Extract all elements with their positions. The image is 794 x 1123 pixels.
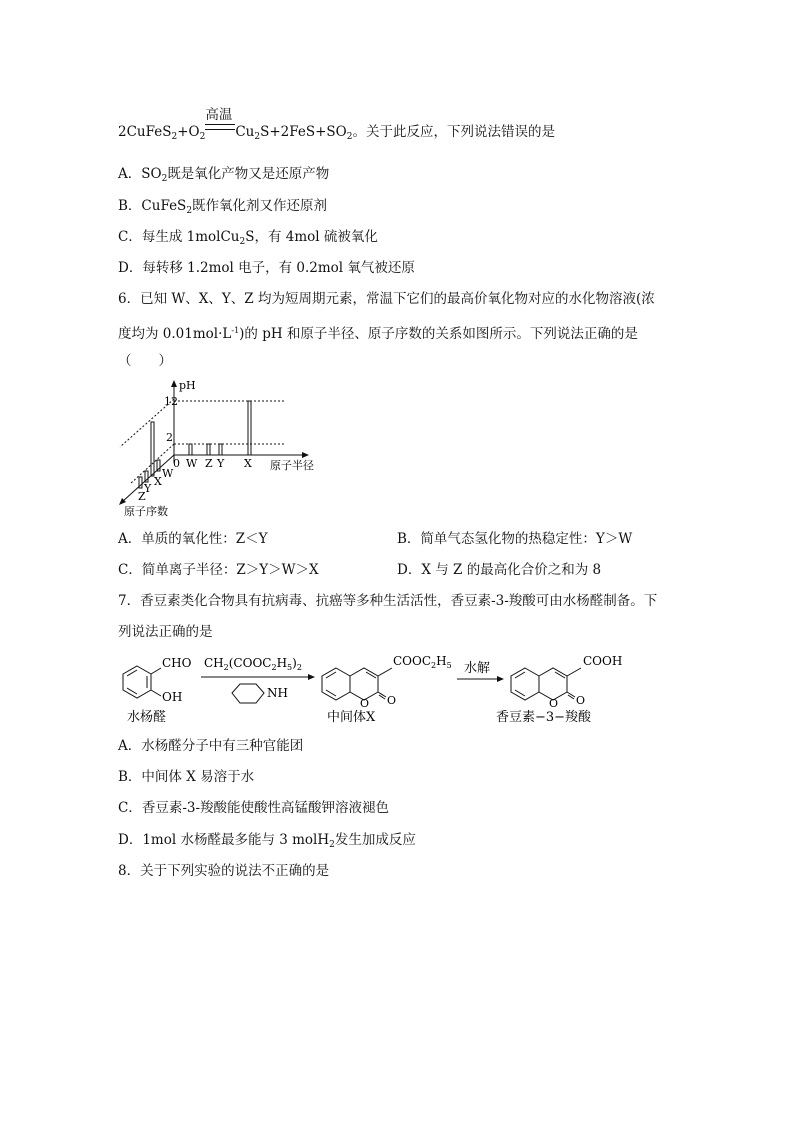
origin-label: 0: [173, 457, 180, 470]
oh-group: OH: [162, 690, 183, 704]
q5-option-a: A．$SO_2$既是氧化产物又是还原产物: [118, 166, 330, 184]
x-marker-x: X: [244, 457, 252, 470]
reaction-equation: $2CuFeS_2+O_2$ 高温 $Cu_2S+2FeS+SO_2$。关于此反应，下列说法错误的是: [118, 107, 555, 142]
q6-answer-blank: （ ）: [118, 353, 172, 369]
q6-option-a: A．单质的氧化性：Z＜Y: [118, 531, 268, 547]
x-axis-arrow: [302, 452, 309, 458]
q7-stem-line1: 7．香豆素类化合物具有抗病毒、抗癌等多种生活活性，香豆素-3-羧酸可由水杨醛制备。下: [118, 593, 658, 609]
q6-option-b: B．简单气态氢化物的热稳定性：Y＞W: [397, 531, 633, 547]
cho-group: CHO: [162, 656, 192, 670]
q5-option-b: B．CuFeS$_2$既作氧化剂又作还原剂: [118, 198, 328, 216]
x-marker-y: Y: [217, 457, 225, 470]
q7-reaction-scheme: [115, 648, 645, 730]
q5-option-d: D．每转移 1.2mol 电子，有 0.2mol 氧气被还原: [118, 260, 415, 276]
arrow-step2: [497, 676, 504, 682]
bar-z-x: [151, 422, 154, 476]
piperidine-ring: [232, 684, 264, 703]
product-structure: [511, 668, 581, 700]
q7-option-c: C．香豆素-3-羧酸能使酸性高锰酸钾溶液褪色: [118, 800, 390, 816]
y-tick-2: 2: [166, 431, 173, 444]
x-marker-z: Z: [205, 457, 213, 470]
z-marker-y: Y: [144, 482, 152, 495]
x-axis-label: 原子半径: [270, 459, 314, 472]
q6-stem-line2: 度均为 $0.01mol\cdot L^{-1}$)的 pH 和原子半径、原子序数的关系如图所示。下列说法正确的是: [118, 326, 638, 342]
x-marker-w: W: [186, 457, 198, 470]
z-marker-x: X: [154, 475, 162, 488]
q7-option-b: B．中间体 X 易溶于水: [118, 769, 255, 785]
ring-oxygen-prod: O: [549, 697, 559, 710]
q6-figure: [112, 376, 342, 518]
q5-option-c: C．每生成 1molCu$_2$S，有 4mol 硫被氧化: [118, 229, 378, 247]
carbonyl-oxygen-prod: O: [576, 694, 586, 707]
arrow-step1: [308, 674, 315, 680]
bar-x-w: [189, 444, 192, 455]
q6-option-c: C．简单离子半径：Z＞Y＞W＞X: [118, 562, 319, 578]
bar-x-x: [248, 401, 251, 455]
hydrolysis-label: 水解: [464, 661, 491, 676]
q6-option-d: D．X 与 Z 的最高化合价之和为 8: [397, 562, 602, 578]
ring-oxygen-int: O: [360, 697, 370, 710]
intermediate-name: 中间体X: [327, 710, 376, 725]
z-marker-z: Z: [138, 490, 146, 503]
q7-option-a: A．水杨醛分子中有三种官能团: [118, 738, 304, 754]
bar-x-z: [207, 444, 210, 455]
product-name: 香豆素−3−羧酸: [496, 710, 592, 725]
q7-stem-line2: 列说法正确的是: [118, 624, 213, 640]
y-tick-12: 12: [164, 395, 178, 408]
bar-z-z: [139, 477, 142, 488]
bar-x-y: [219, 444, 222, 455]
question-text: 。关于此反应，下列说法错误的是: [352, 124, 555, 140]
q8-stem: 8．关于下列实验的说法不正确的是: [118, 863, 330, 879]
cooh-group: COOH: [583, 654, 623, 668]
z-axis-label: 原子序数: [124, 505, 168, 518]
y-axis-arrow: [171, 380, 177, 387]
ester-group: $COOC_2H_5$: [393, 654, 452, 670]
piperidine-nh: NH: [267, 686, 288, 700]
intermediate-structure: [322, 668, 392, 700]
q6-stem-line1: 6．已知 W、X、Y、Z 均为短周期元素，常温下它们的最高价氧化物对应的水化物溶液(浓: [118, 291, 655, 307]
y-axis-label: pH: [179, 379, 196, 392]
reaction-condition: 高温: [205, 118, 235, 136]
carbonyl-oxygen-int: O: [387, 694, 397, 707]
z-marker-w: W: [162, 467, 174, 480]
salicylaldehyde-name: 水杨醛: [127, 710, 167, 725]
reagent-malonate: $CH_2(COOC_2H_5)_2$: [204, 656, 302, 672]
q7-option-d: D．1mol 水杨醛最多能与 3 molH$_2$发生加成反应: [118, 832, 416, 850]
